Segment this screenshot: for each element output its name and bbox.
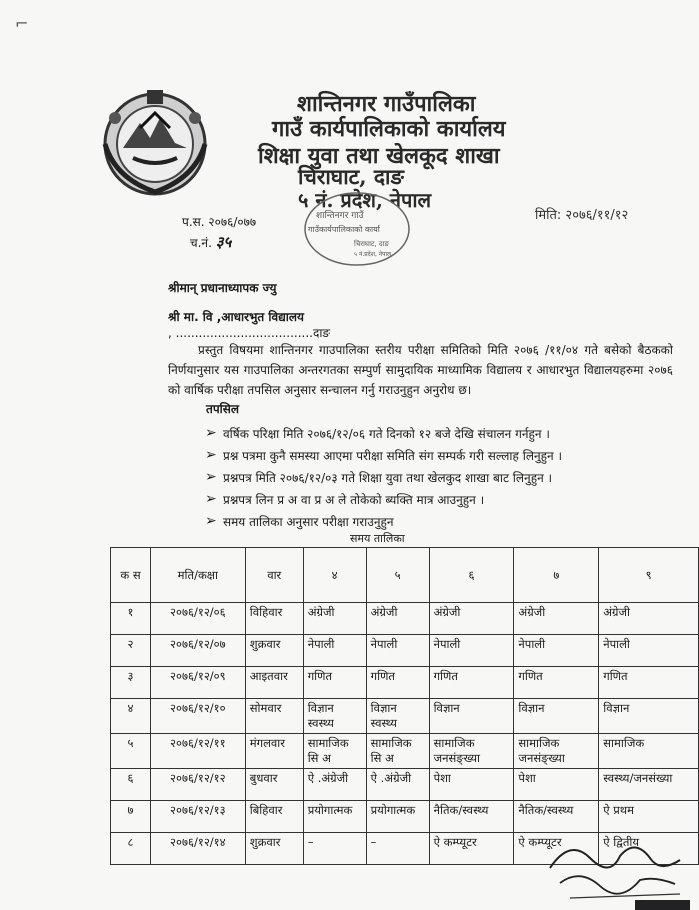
table-cell: शुक्रवार: [245, 833, 303, 865]
reference-chn: [190, 232, 231, 252]
list-item: ➢ प्रश्नपत्र लिन प्र अ वा प्र अ ले तोकेको ब्यक्ति मात्र आउनुहुन ।: [205, 491, 485, 507]
table-row: [111, 635, 699, 667]
table-cell: बुधवार: [245, 769, 303, 801]
table-cell: २०७६/१२/१२: [150, 769, 245, 801]
column-header: ७: [514, 548, 599, 603]
table-header-row: [111, 548, 699, 603]
table-cell: नैतिक/स्वस्थ्य: [429, 801, 514, 833]
column-header: मति/कक्षा: [150, 548, 245, 603]
office-name-line2: गाउँ कार्यपालिकाको कार्यालय: [272, 116, 506, 142]
tapsil-heading: तपसिल: [206, 402, 240, 416]
table-cell: गणित: [303, 667, 366, 699]
table-cell: २०७६/१२/११: [150, 734, 245, 769]
table-cell: २: [111, 635, 151, 667]
table-cell: विज्ञान: [429, 699, 514, 734]
table-cell: –: [303, 833, 366, 865]
table-cell: पेशा: [429, 769, 514, 801]
addressee-school: श्री मा. वि ,आधारभुत विद्यालय: [168, 310, 304, 324]
table-cell: नेपाली: [303, 635, 366, 667]
table-cell: सामाजिक सि अ: [303, 734, 366, 769]
table-cell: बिहिवार: [245, 801, 303, 833]
table-cell: अंग्रेजी: [303, 603, 366, 635]
table-cell: ५: [111, 734, 151, 769]
column-header: ९: [599, 548, 699, 603]
office-province: ५ नं. प्रदेश, नेपाल: [298, 188, 432, 212]
government-emblem-logo: [95, 88, 215, 200]
column-header: ४: [303, 548, 366, 603]
arrow-right-icon: ➢: [205, 425, 217, 441]
table-cell: विज्ञान: [599, 699, 699, 734]
table-cell: २०७६/१२/१०: [150, 699, 245, 734]
table-cell: प्रयोगात्मक: [366, 801, 429, 833]
letter-date: मिति: २०७६/११/१२: [535, 208, 629, 223]
table-cell: आइतवार: [245, 667, 303, 699]
arrow-right-icon: ➢: [205, 513, 217, 529]
paragraph-text: प्रस्तुत विषयमा शान्तिनगर गाउपालिका स्तरीय परीक्षा समितिको मिति २०७६ /११/०४ गते बसेको बैठकको निर्णयानुसार यस गाउपालिका अन्तरगतका सम्पुर्ण सामुदायिक माध्यामिक विद्यालय र आधारभुत विद्यालयहरुमा २०७६ को वार्षिक परीक्षा तपसिल अनुसार सन्चालन गर्नु गराउनुहुन अनुरोध छ।: [168, 343, 673, 397]
list-item: ➢ समय तालिका अनुसार परीक्षा गराउनुहुन: [205, 513, 394, 529]
table-cell: २०७६/१२/०९: [150, 667, 245, 699]
table-cell: नैतिक/स्वस्थ्य: [514, 801, 599, 833]
table-row: [111, 769, 699, 801]
addressee-address: , ....................................दाङ: [168, 326, 331, 340]
stamp-line2: गाउँकार्यपालिकाको कार्या: [308, 225, 380, 234]
table-cell: सामाजिक: [599, 734, 699, 769]
table-cell: ऐ प्रथम: [599, 801, 699, 833]
table-cell: नेपाली: [599, 635, 699, 667]
stamp-line1: शान्तिनगर गाउँ: [316, 211, 364, 221]
list-item: ➢ प्रश्न पत्रमा कुनै समस्या आएमा परीक्षा समिति संग सम्पर्क गरी सल्लाह लिनुहुन ।: [205, 447, 563, 463]
signature: [540, 828, 690, 910]
table-cell: नेपाली: [429, 635, 514, 667]
table-cell: ऐ कम्प्यूटर: [429, 833, 514, 865]
office-address: चिराघाट, दाङ: [298, 164, 404, 189]
table-cell: सामाजिक सि अ: [366, 734, 429, 769]
table-cell: सामाजिक जनसंङ्ख्या: [514, 734, 599, 769]
table-cell: विहिवार: [245, 603, 303, 635]
table-cell: पेशा: [514, 769, 599, 801]
table-cell: ऐ कम्प्यूटर: [514, 833, 599, 865]
table-cell: अंग्रेजी: [429, 603, 514, 635]
table-cell: शुक्रवार: [245, 635, 303, 667]
arrow-right-icon: ➢: [205, 447, 217, 463]
table-cell: सामाजिक जनसंङ्ख्या: [429, 734, 514, 769]
office-stamp: [302, 190, 412, 268]
table-cell: २०७६/१२/१४: [150, 833, 245, 865]
stamp-line3: चिराघाट, दाङ: [354, 240, 389, 248]
table-cell: ऐ .अंग्रेजी: [303, 769, 366, 801]
table-cell: विज्ञान स्वस्थ्य: [303, 699, 366, 734]
table-cell: नेपाली: [514, 635, 599, 667]
table-cell: ३: [111, 667, 151, 699]
table-cell: ४: [111, 699, 151, 734]
stamp-line4: ५ नं.प्रदेश, नेपाल: [354, 251, 392, 258]
table-cell: ऐ द्वितीय: [599, 833, 699, 865]
table-row: [111, 603, 699, 635]
column-header: क स: [111, 548, 151, 603]
table-cell: गणित: [366, 667, 429, 699]
letter-body-paragraph: [168, 340, 673, 400]
column-header: ५: [366, 548, 429, 603]
table-cell: २०७६/१२/१३: [150, 801, 245, 833]
table-cell: विज्ञान: [514, 699, 599, 734]
column-header: वार: [245, 548, 303, 603]
schedule-caption: समय तालिका: [350, 532, 405, 545]
table-cell: ७: [111, 801, 151, 833]
addressee-title: श्रीमान् प्रधानाध्यापक ज्यु: [168, 281, 277, 295]
table-cell: –: [366, 833, 429, 865]
office-name-line3: शिक्षा युवा तथा खेलकूद शाखा: [258, 143, 500, 169]
reference-ps: प.स. २०७६/०७७: [182, 215, 257, 229]
column-header: ६: [429, 548, 514, 603]
table-cell: विज्ञान स्वस्थ्य: [366, 699, 429, 734]
corner-mark: ⌐: [15, 14, 29, 33]
arrow-right-icon: ➢: [205, 491, 217, 507]
table-cell: २०७६/१२/०६: [150, 603, 245, 635]
instructions-list: [205, 422, 685, 532]
table-cell: १: [111, 603, 151, 635]
exam-schedule-table: [110, 547, 699, 865]
table-cell: गणित: [429, 667, 514, 699]
table-body: [111, 603, 699, 865]
table-cell: अंग्रेजी: [514, 603, 599, 635]
table-cell: ८: [111, 833, 151, 865]
table-cell: अंग्रेजी: [599, 603, 699, 635]
table-row: [111, 667, 699, 699]
table-cell: प्रयोगात्मक: [303, 801, 366, 833]
office-name-line1: शान्तिनगर गाउँपालिका: [297, 91, 476, 117]
table-cell: मंगलवार: [245, 734, 303, 769]
table-row: [111, 734, 699, 769]
table-cell: स्वस्थ्य/जनसंख्या: [599, 769, 699, 801]
table-cell: सोमवार: [245, 699, 303, 734]
table-cell: नेपाली: [366, 635, 429, 667]
table-cell: ६: [111, 769, 151, 801]
table-cell: गणित: [514, 667, 599, 699]
arrow-right-icon: ➢: [205, 469, 217, 485]
table-cell: अंग्रेजी: [366, 603, 429, 635]
list-item: ➢ वर्षिक परिक्षा मिति २०७६/१२/०६ गते दिनको १२ बजे देखि संचालन गर्नहुन ।: [205, 425, 550, 441]
table-cell: २०७६/१२/०७: [150, 635, 245, 667]
reference-chn-label: च.नं.: [190, 236, 212, 250]
table-cell: ऐ .अंग्रेजी: [366, 769, 429, 801]
table-cell: गणित: [599, 667, 699, 699]
reference-chn-value: ३५: [215, 233, 232, 251]
list-item: ➢ प्रश्नपत्र मिति २०७६/१२/०३ गते शिक्षा युवा तथा खेलकुद शाखा बाट लिनुहुन ।: [205, 469, 553, 485]
table-row: [111, 699, 699, 734]
